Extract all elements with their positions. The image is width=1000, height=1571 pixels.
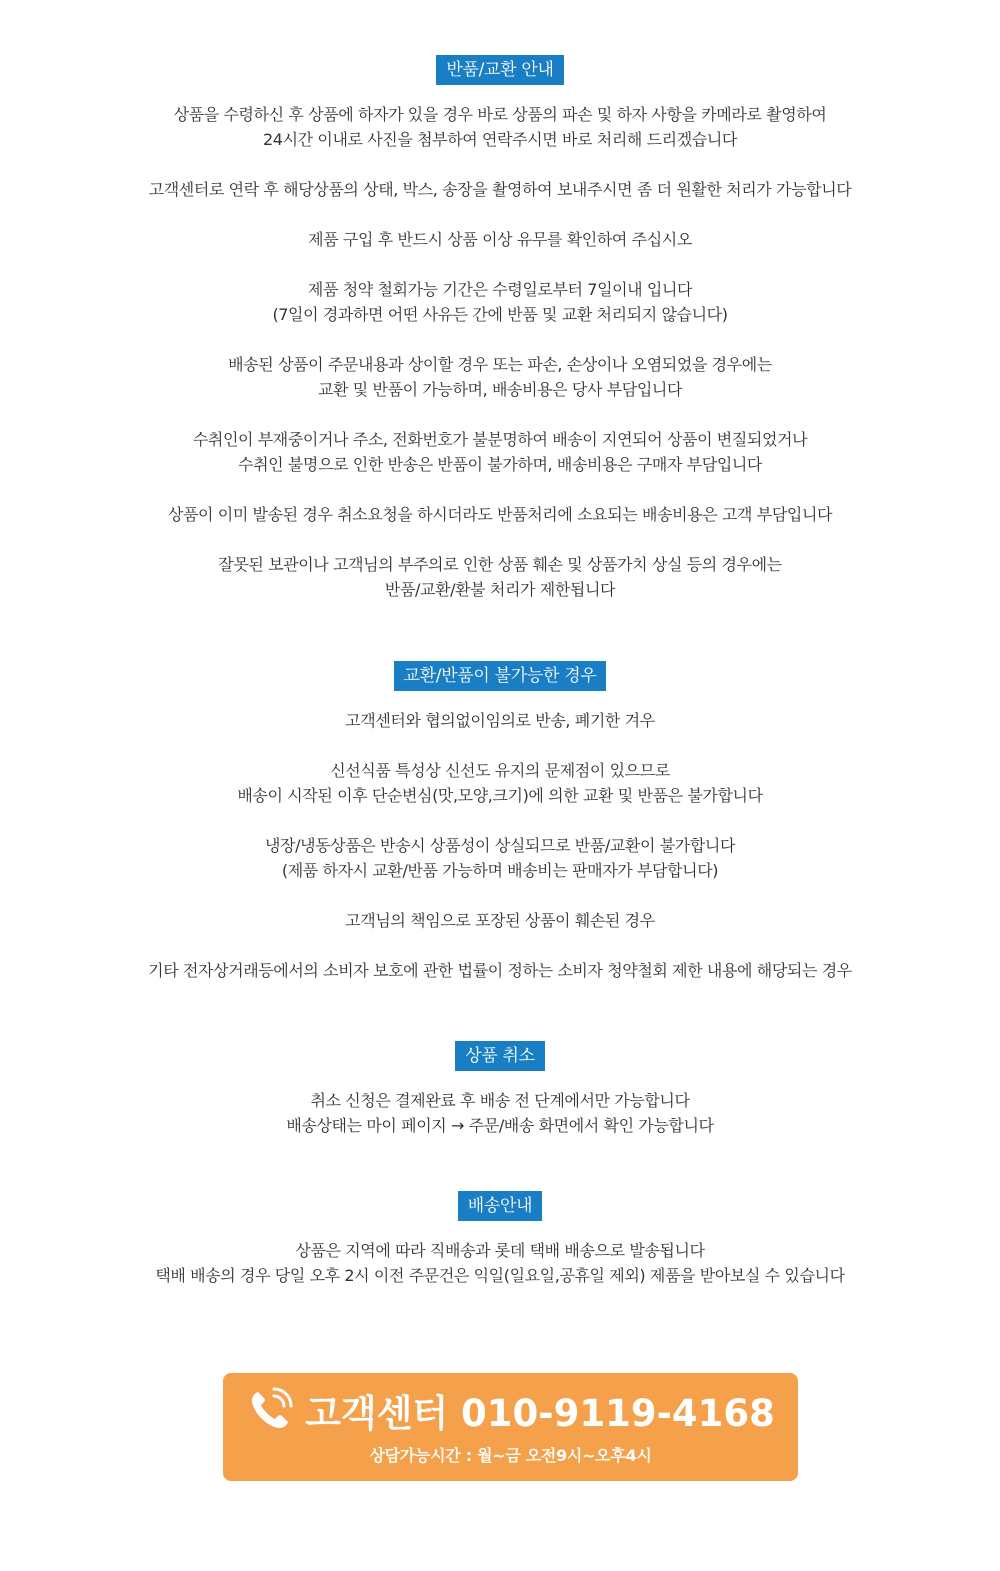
shipping-info-section — [0, 1191, 1000, 1313]
paragraph-line: (제품 하자시 교환/반품 가능하며 배송비는 판매자가 부담합니다) — [281, 861, 719, 880]
paragraph — [0, 1088, 1000, 1138]
customer-center-banner — [223, 1373, 798, 1481]
paragraph-line: 상품이 이미 발송된 경우 취소요청을 하시더라도 반품처리에 소요되는 배송비용은 고객 부담입니다 — [167, 505, 833, 524]
paragraph — [0, 708, 1000, 733]
section-title-badge: 배송안내 — [458, 1191, 543, 1221]
paragraph — [0, 427, 1000, 477]
paragraph-line: 고객센터와 협의없이임의로 반송, 폐기한 겨우 — [345, 711, 655, 730]
paragraph-line: 수취인 불명으로 인한 반송은 반품이 불가하며, 배송비용은 구매자 부담입니다 — [238, 455, 762, 474]
paragraph-line: 배송상태는 마이 페이지 → 주문/배송 화면에서 확인 가능합니다 — [286, 1116, 714, 1135]
section-paragraphs — [0, 708, 1000, 983]
paragraph-line: 냉장/냉동상품은 반송시 상품성이 상실되므로 반품/교환이 불가합니다 — [264, 836, 736, 855]
paragraph — [0, 833, 1000, 883]
paragraph — [0, 277, 1000, 327]
order-cancel-section — [0, 1041, 1000, 1163]
paragraph-line: 기타 전자상거래등에서의 소비자 보호에 관한 법률이 정하는 소비자 청약철회 제한 내용에 해당되는 경우 — [148, 961, 852, 980]
paragraph-line: 고객님의 책임으로 포장된 상품이 훼손된 경우 — [345, 911, 655, 930]
non-returnable-section — [0, 661, 1000, 1008]
paragraph — [0, 102, 1000, 152]
paragraph — [0, 908, 1000, 933]
paragraph — [0, 177, 1000, 202]
paragraph-line: 신선식품 특성상 신선도 유지의 문제점이 있으므로 — [330, 761, 670, 780]
section-paragraphs — [0, 102, 1000, 602]
paragraph — [0, 958, 1000, 983]
section-title-badge: 교환/반품이 불가능한 경우 — [394, 661, 607, 691]
section-title-badge: 반품/교환 안내 — [436, 55, 563, 85]
paragraph-line: 취소 신청은 결제완료 후 배송 전 단계에서만 가능합니다 — [310, 1091, 690, 1110]
paragraph — [0, 1238, 1000, 1288]
paragraph-line: 반품/교환/환불 처리가 제한됩니다 — [384, 580, 616, 599]
paragraph — [0, 227, 1000, 252]
customer-center-hours: 상담가능시간 : 월~금 오전9시~오후4시 — [369, 1446, 652, 1465]
section-paragraphs — [0, 1088, 1000, 1138]
customer-center-row — [223, 1383, 798, 1443]
paragraph — [0, 352, 1000, 402]
paragraph-line: 배송이 시작된 이후 단순변심(맛,모양,크기)에 의한 교환 및 반품은 불가합니다 — [237, 786, 763, 805]
paragraph-line: 고객센터로 연락 후 해당상품의 상태, 박스, 송장을 촬영하여 보내주시면 좀 더 원활한 처리가 가능합니다 — [148, 180, 852, 199]
paragraph — [0, 758, 1000, 808]
paragraph-line: 제품 구입 후 반드시 상품 이상 유무를 확인하여 주십시오 — [308, 230, 692, 249]
paragraph-line: 교환 및 반품이 가능하며, 배송비용은 당사 부담입니다 — [317, 380, 683, 399]
paragraph — [0, 502, 1000, 527]
section-title-badge: 상품 취소 — [455, 1041, 545, 1071]
paragraph — [0, 552, 1000, 602]
return-exchange-section — [0, 55, 1000, 627]
paragraph-line: 상품을 수령하신 후 상품에 하자가 있을 경우 바로 상품의 파손 및 하자 사항을 카메라로 촬영하여 — [173, 105, 827, 124]
paragraph-line: 배송된 상품이 주문내용과 상이할 경우 또는 파손, 손상이나 오염되었을 경우에는 — [228, 355, 772, 374]
paragraph-line: 제품 청약 철회가능 기간은 수령일로부터 7일이내 입니다 — [307, 280, 693, 299]
paragraph-line: 수취인이 부재중이거나 주소, 전화번호가 불분명하여 배송이 지연되어 상품이 변질되었거나 — [192, 430, 808, 449]
section-paragraphs — [0, 1238, 1000, 1288]
paragraph-line: (7일이 경과하면 어떤 사유든 간에 반품 및 교환 처리되지 않습니다) — [272, 305, 728, 324]
paragraph-line: 잘못된 보관이나 고객님의 부주의로 인한 상품 훼손 및 상품가치 상실 등의 경우에는 — [218, 555, 782, 574]
customer-center-title: 고객센터 010-9119-4168 — [305, 1392, 775, 1435]
paragraph-line: 24시간 이내로 사진을 첨부하여 연락주시면 바로 처리해 드리겠습니다 — [263, 130, 737, 149]
phone-icon — [246, 1386, 294, 1434]
paragraph-line: 택배 배송의 경우 당일 오후 2시 이전 주문건은 익일(일요일,공휴일 제외) 제품을 받아보실 수 있습니다 — [155, 1266, 845, 1285]
paragraph-line: 상품은 지역에 따라 직배송과 롯데 택배 배송으로 발송됩니다 — [295, 1241, 705, 1260]
